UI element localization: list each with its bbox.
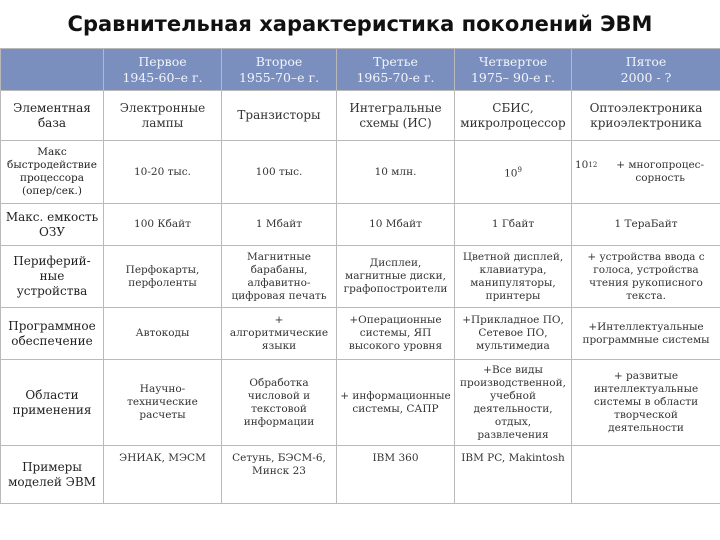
row-label: Макс. емкость ОЗУ <box>1 204 104 246</box>
row-max-speed <box>1 141 720 204</box>
table-cell: Дисплеи, магнитные диски, графопостроители <box>337 246 455 308</box>
table-cell: ЭНИАК, МЭСМ <box>104 446 222 504</box>
table-cell: 1 Мбайт <box>222 204 337 246</box>
table-cell: +Все виды производственной, учебной деятельности, отдых, развлечения <box>455 360 572 446</box>
table-cell: + алгоритмические языки <box>222 308 337 360</box>
row-label: Периферий-ные устройства <box>1 246 104 308</box>
table-cell: 1 ТераБайт <box>572 204 720 246</box>
table-cell: Автокоды <box>104 308 222 360</box>
power-exponent: 12 <box>588 161 598 169</box>
gen-name: Пятое <box>625 53 667 69</box>
header-row <box>1 49 720 91</box>
table-cell: IBM 360 <box>337 446 455 504</box>
table-cell: + устройства ввода с голоса, устройства чтения рукописного текста. <box>572 246 720 308</box>
table-cell: + информационные системы, САПР <box>337 360 455 446</box>
table-cell: Сетунь, БЭСМ-6, Минск 23 <box>222 446 337 504</box>
row-element-base <box>1 91 720 141</box>
gen-name: Третье <box>373 53 418 69</box>
table-cell: +Интеллектуальные программные системы <box>572 308 720 360</box>
comparison-table <box>0 48 720 504</box>
row-label: Области применения <box>1 360 104 446</box>
table-cell: СБИС, микролроцессор <box>455 91 572 141</box>
table-cell: 100 тыс. <box>222 141 337 204</box>
row-max-ram <box>1 204 720 246</box>
row-label: Примеры моделей ЭВМ <box>1 446 104 504</box>
power-base: 10 <box>504 167 518 180</box>
gen-name: Четвертое <box>478 53 548 69</box>
table-cell <box>455 141 572 204</box>
table-cell: Научно-технические расчеты <box>104 360 222 446</box>
gen-name: Второе <box>255 53 303 69</box>
row-examples <box>1 446 720 504</box>
header-gen-1 <box>104 49 222 91</box>
power-suffix: + многопроцес-сорность <box>616 159 705 184</box>
header-gen-3 <box>337 49 455 91</box>
gen-period: 1965-70-е г. <box>356 69 435 85</box>
table-cell: Перфокарты, перфоленты <box>104 246 222 308</box>
power-exponent: 9 <box>517 165 522 174</box>
row-applications <box>1 360 720 446</box>
table-cell <box>572 141 720 204</box>
table-cell: Транзисторы <box>222 91 337 141</box>
table-cell: +Операционные системы, ЯП высокого уровня <box>337 308 455 360</box>
table-cell: Обработка числовой и текстовой информации <box>222 360 337 446</box>
table-cell: +Прикладное ПО, Сетевое ПО, мультимедиа <box>455 308 572 360</box>
table-cell: 10 млн. <box>337 141 455 204</box>
table-cell: 1 Гбайт <box>455 204 572 246</box>
row-label: Макс быстродействие процессора (опер/сек.) <box>1 141 104 204</box>
row-label: Программное обеспечение <box>1 308 104 360</box>
power-base: 10 <box>575 159 589 171</box>
table-cell <box>572 446 720 504</box>
table-cell: 100 Кбайт <box>104 204 222 246</box>
table-cell: Цветной дисплей, клавиатура, манипуляторы, принтеры <box>455 246 572 308</box>
row-software <box>1 308 720 360</box>
gen-period: 1975– 90-е г. <box>470 69 556 85</box>
header-corner <box>1 49 104 91</box>
table-cell: + развитые интеллектуальные системы в области творческой деятельности <box>572 360 720 446</box>
page-title: Сравнительная характеристика поколений ЭВМ <box>67 12 653 36</box>
header-gen-2 <box>222 49 337 91</box>
header-gen-4 <box>455 49 572 91</box>
table-cell: 10 Мбайт <box>337 204 455 246</box>
table-cell: Электронные лампы <box>104 91 222 141</box>
gen-period: 1945-60–е г. <box>122 69 203 85</box>
table-cell: 10-20 тыс. <box>104 141 222 204</box>
header-gen-5 <box>572 49 720 91</box>
gen-name: Первое <box>138 53 187 69</box>
table-cell: IBM PC, Makintosh <box>455 446 572 504</box>
table-cell: Интегральные схемы (ИС) <box>337 91 455 141</box>
table-cell: Оптоэлектроника криоэлектроника <box>572 91 720 141</box>
row-label: Элементная база <box>1 91 104 141</box>
gen-period: 2000 - ? <box>620 69 672 85</box>
power-wrap <box>575 159 717 185</box>
row-peripherals <box>1 246 720 308</box>
table-cell: Магнитные барабаны, алфавитно-цифровая печать <box>222 246 337 308</box>
gen-period: 1955-70–е г. <box>238 69 320 85</box>
